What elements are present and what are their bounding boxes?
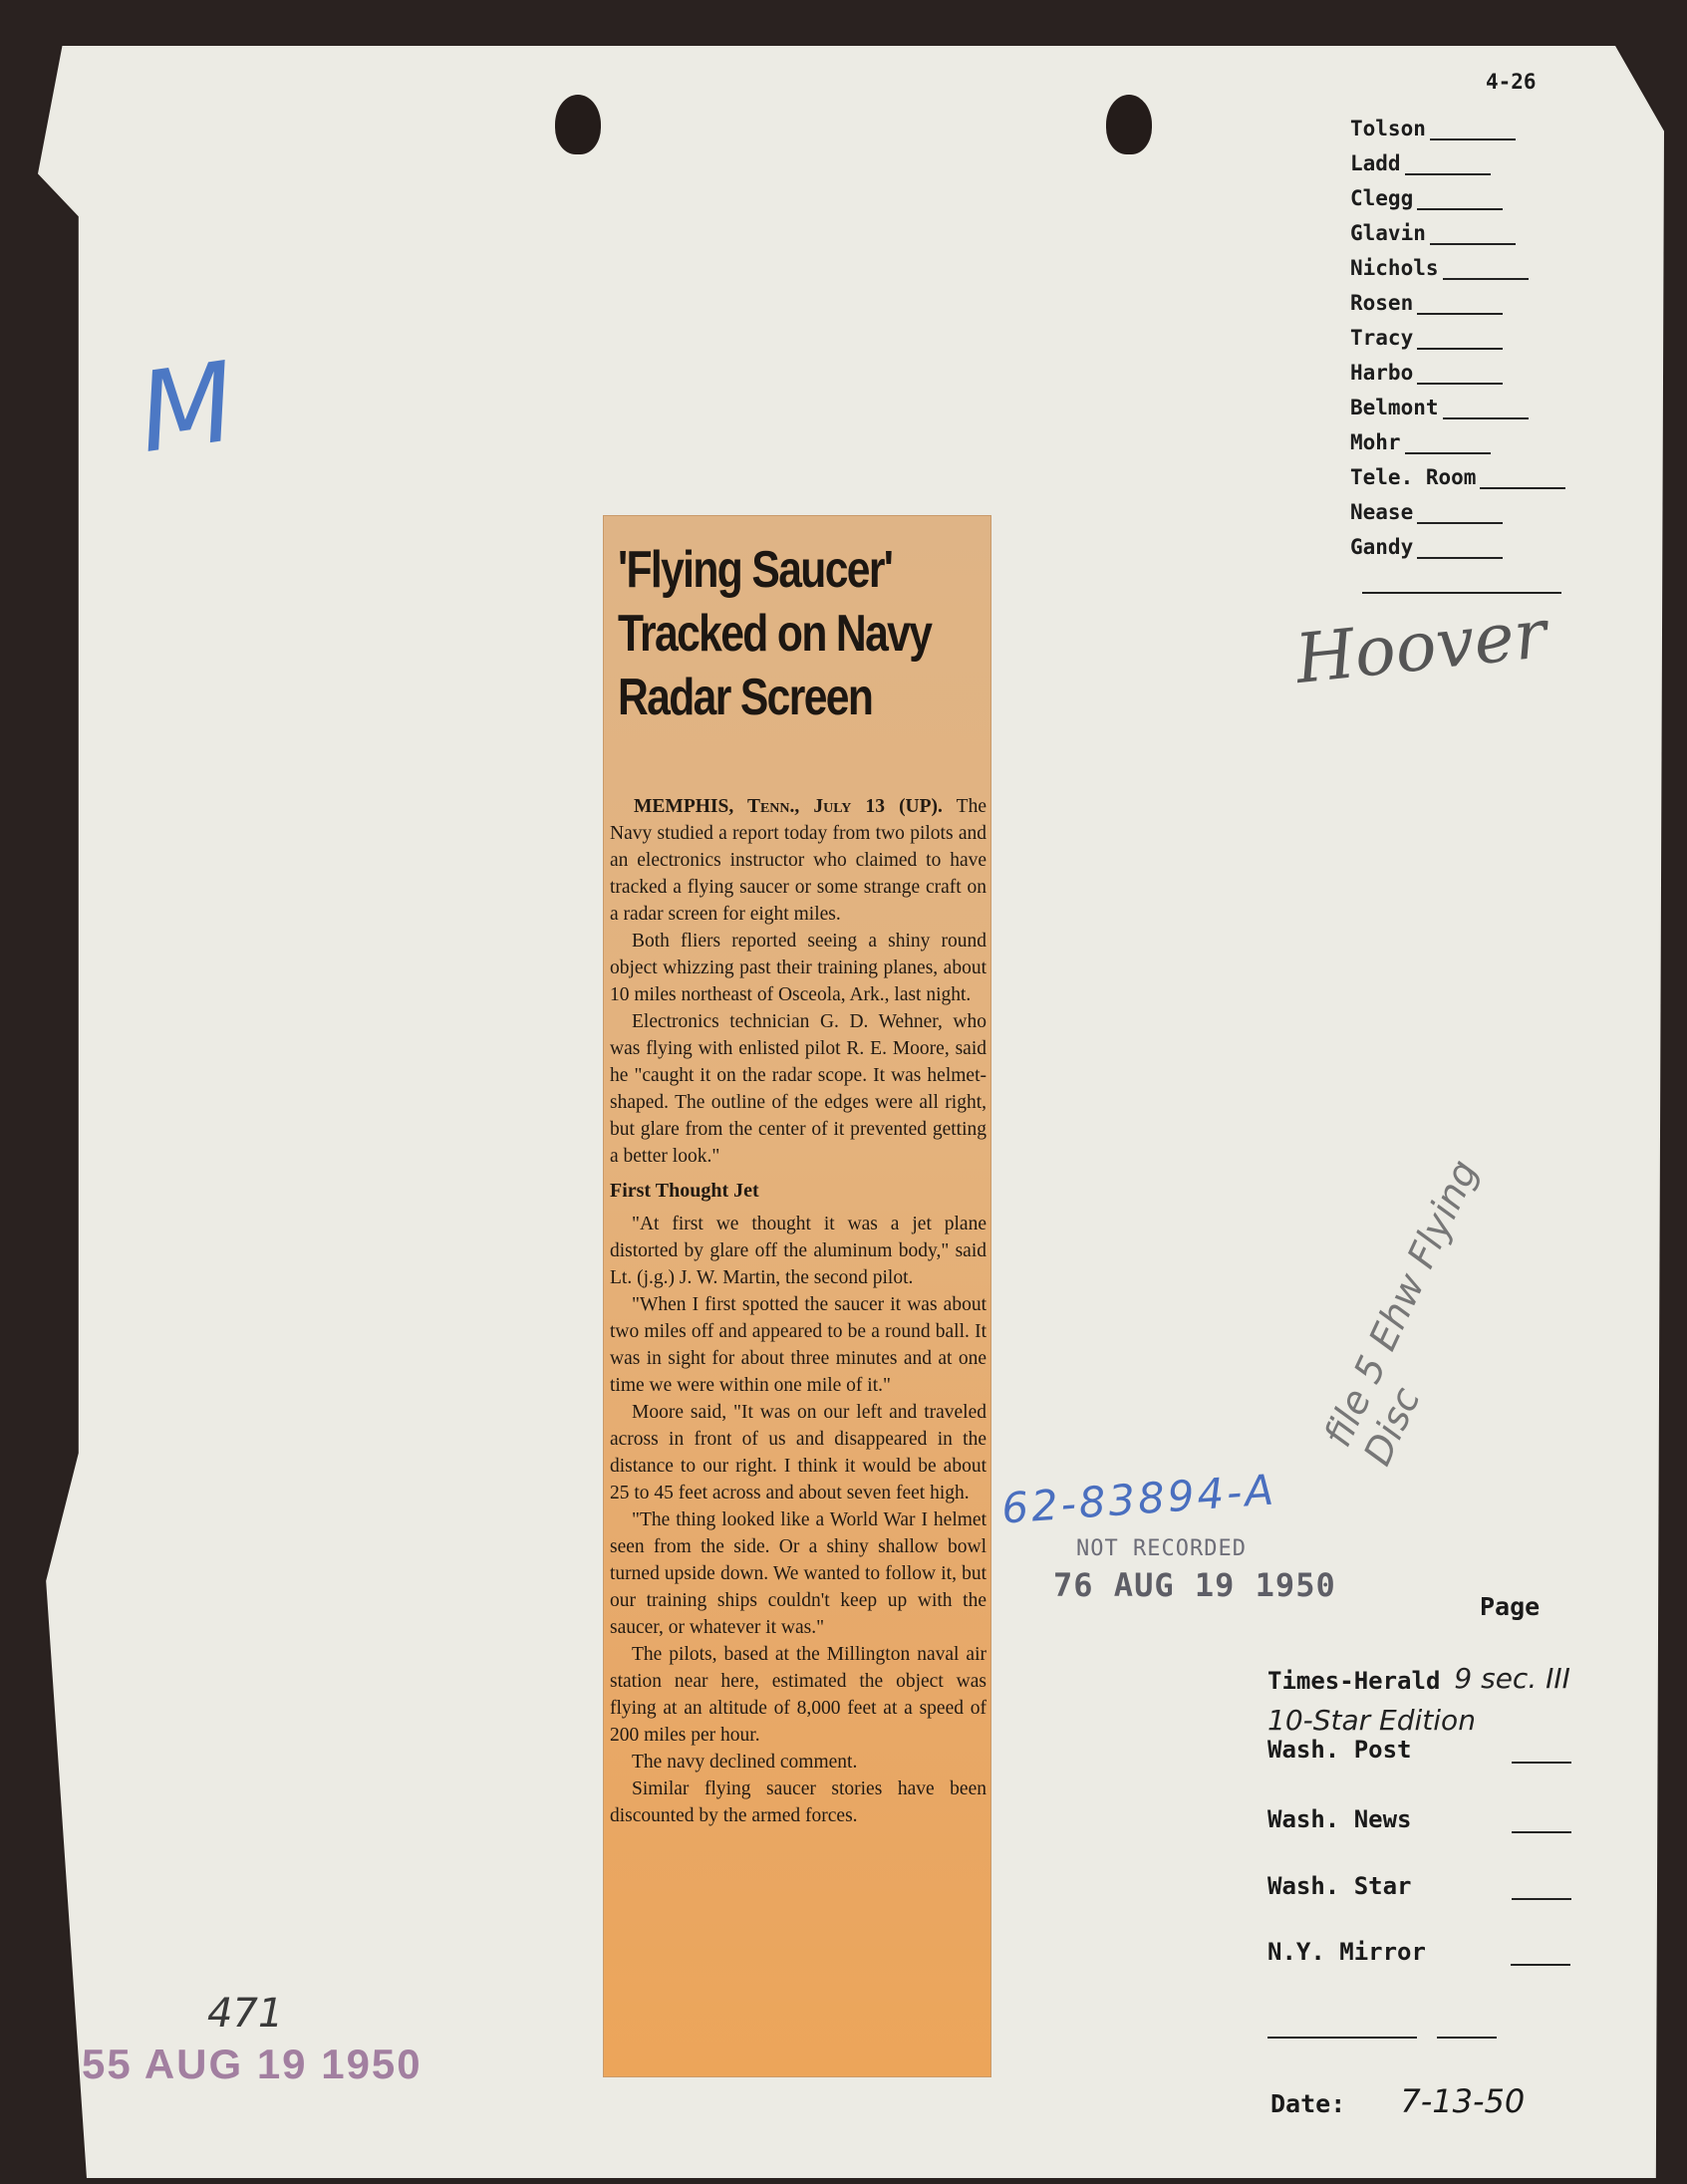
form-number: 4-26 xyxy=(1486,70,1537,94)
routing-name-label: Tracy xyxy=(1350,326,1414,350)
date-label: Date: xyxy=(1270,2089,1346,2118)
routing-name xyxy=(1350,210,1565,245)
routing-name xyxy=(1350,175,1565,210)
routing-name-label: Ladd xyxy=(1350,151,1401,175)
routing-name xyxy=(1350,489,1565,524)
routing-name xyxy=(1350,280,1565,315)
routing-name xyxy=(1350,419,1565,454)
wash-star-row xyxy=(1267,1872,1571,1900)
newspaper-clipping xyxy=(604,516,990,2076)
article-paragraph: "At first we thought it was a jet plane distorted by glare off the aluminum body," said Lt. (j.g.) J. W. Martin, the second pilot. xyxy=(610,1214,986,1288)
article-paragraph: Both fliers reported seeing a shiny round object whizzing past their training planes, about 10 miles northeast of Osceola, Ark., last night. xyxy=(610,931,986,1005)
wash-star-blank xyxy=(1512,1884,1571,1900)
ny-mirror-blank xyxy=(1511,1950,1570,1966)
routing-blank-line xyxy=(1430,121,1516,140)
file-number: 62-83894-A xyxy=(999,1465,1278,1533)
blank-line xyxy=(1267,2023,1417,2039)
routing-name-label: Mohr xyxy=(1350,430,1401,454)
routing-blank-line xyxy=(1443,260,1529,280)
blank-row xyxy=(1267,2023,1497,2039)
routing-names xyxy=(1350,106,1565,594)
routing-name xyxy=(1350,385,1565,419)
routing-name xyxy=(1350,140,1565,175)
blank-line-2 xyxy=(1437,2023,1497,2039)
routing-blank-line xyxy=(1405,155,1491,175)
article-paragraph: Similar flying saucer stories have been discounted by the armed forces. xyxy=(610,1778,986,1826)
article-paragraph: The pilots, based at the Millington naval air station near here, estimated the object was flying at an altitude of 8,000 feet at a speed of 200 miles per hour. xyxy=(610,1644,986,1746)
article-subhead: First Thought Jet xyxy=(610,1180,759,1202)
wash-post-row xyxy=(1267,1736,1571,1764)
date-value: 7-13-50 xyxy=(1400,2082,1526,2120)
punch-hole-left xyxy=(555,95,601,154)
date-row xyxy=(1270,2082,1525,2120)
routing-blank-line xyxy=(1417,504,1503,524)
dateline: MEMPHIS, Tenn., July 13 (UP). xyxy=(634,796,943,817)
routing-name xyxy=(1350,106,1565,140)
wash-post-blank xyxy=(1512,1748,1571,1764)
routing-name-label: Rosen xyxy=(1350,291,1414,315)
routing-name xyxy=(1350,524,1565,559)
article-paragraph: The Navy studied a report today from two pilots and an electronics instructor who claimed to have tracked a flying saucer or some strange craft on a radar screen for eight miles. xyxy=(610,796,986,925)
routing-name xyxy=(1350,245,1565,280)
article-paragraph: Moore said, "It was on our left and traveled across in front of us and disappeared in the distance to our right. I think it would be about 25 to 45 feet across and about seven feet high. xyxy=(610,1402,986,1503)
article-paragraph: "The thing looked like a World War I helmet seen from the side. Or a shiny shallow bowl turned upside down. We wanted to follow it, but our training ships couldn't keep up with the saucer, or whatever it was." xyxy=(610,1509,986,1638)
article-paragraph: Electronics technician G. D. Wehner, who was flying with enlisted pilot R. E. Moore, said he "caught it on the radar scope. It was helmet-shaped. The outline of the edges were all right, but glare from the center of it prevented getting a better look." xyxy=(610,1011,986,1167)
not-recorded-stamp: NOT RECORDED xyxy=(1076,1536,1247,1561)
times-herald-row xyxy=(1267,1662,1570,1695)
routing-name-label: Belmont xyxy=(1350,396,1439,419)
article-paragraph: "When I first spotted the saucer it was about two miles off and appeared to be a round ball. It was in sight for about three minutes and at one time we were within one mile of it." xyxy=(610,1294,986,1396)
routing-name-label: Harbo xyxy=(1350,361,1414,385)
article-body xyxy=(610,793,986,1829)
page-label: Page xyxy=(1480,1592,1541,1621)
file-note: file 5 Ehw Flying Disc xyxy=(1315,1153,1487,1473)
routing-blank-line xyxy=(1417,539,1503,559)
headline-line-3: Radar Screen xyxy=(618,669,873,726)
routing-name-label: Clegg xyxy=(1350,186,1414,210)
article-paragraph-first xyxy=(610,793,986,928)
routing-blank-line xyxy=(1405,434,1491,454)
routing-blank-line xyxy=(1430,225,1516,245)
headline-line-2: Tracked on Navy xyxy=(618,605,932,663)
punch-hole-right xyxy=(1106,95,1152,154)
routing-blank-line xyxy=(1480,469,1565,489)
pencil-number: 471 xyxy=(207,1991,284,2037)
wash-post-label: Wash. Post xyxy=(1267,1736,1412,1764)
routing-extra-line xyxy=(1350,559,1565,594)
initials-left: M xyxy=(131,338,243,477)
routing-extra-blank xyxy=(1362,574,1561,594)
wash-news-blank xyxy=(1512,1817,1571,1833)
routing-name-label: Tolson xyxy=(1350,117,1426,140)
routing-name-label: Tele. Room xyxy=(1350,465,1477,489)
times-herald-edition: 10-Star Edition xyxy=(1267,1704,1476,1737)
times-herald-label: Times-Herald xyxy=(1267,1667,1441,1695)
ny-mirror-label: N.Y. Mirror xyxy=(1267,1938,1426,1966)
routing-blank-line xyxy=(1443,400,1529,419)
routing-name-label: Glavin xyxy=(1350,221,1426,245)
routing-name-label: Nichols xyxy=(1350,256,1439,280)
headline-line-1: 'Flying Saucer' xyxy=(618,541,893,599)
headline xyxy=(618,538,993,729)
article-paragraph: The navy declined comment. xyxy=(632,1752,858,1773)
wash-news-label: Wash. News xyxy=(1267,1805,1412,1833)
routing-blank-line xyxy=(1417,190,1503,210)
ny-mirror-row xyxy=(1267,1938,1570,1966)
signature: Hoover xyxy=(1291,595,1550,699)
routing-name xyxy=(1350,454,1565,489)
routing-name-label: Gandy xyxy=(1350,535,1414,559)
wash-star-label: Wash. Star xyxy=(1267,1872,1412,1900)
times-herald-page: 9 sec. III xyxy=(1454,1662,1570,1695)
routing-name xyxy=(1350,315,1565,350)
wash-news-row xyxy=(1267,1805,1571,1833)
routing-blank-line xyxy=(1417,330,1503,350)
routing-blank-line xyxy=(1417,365,1503,385)
recorded-date-stamp: 76 AUG 19 1950 xyxy=(1053,1566,1336,1604)
routing-name-label: Nease xyxy=(1350,500,1414,524)
routing-name xyxy=(1350,350,1565,385)
routing-blank-line xyxy=(1417,295,1503,315)
bottom-date-stamp: 55 AUG 19 1950 xyxy=(82,2041,422,2087)
